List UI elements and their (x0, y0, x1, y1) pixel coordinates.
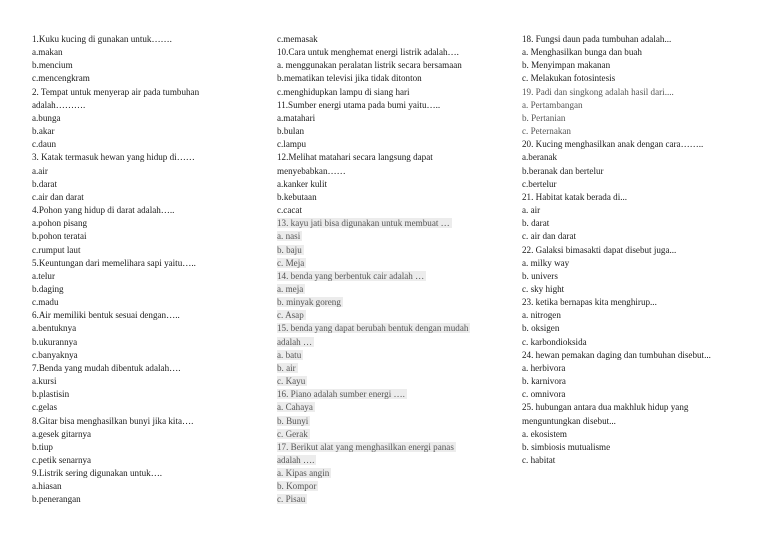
question-line (277, 336, 492, 349)
line-text: a. air (522, 205, 541, 216)
question-line (522, 375, 744, 388)
line-text: a.hiasan (32, 481, 62, 492)
question-line (522, 322, 744, 335)
line-text: 20. Kucing menghasilkan anak dengan cara…….. (522, 139, 704, 150)
question-line (277, 125, 492, 138)
question-line (522, 86, 744, 99)
line-text: a.bentuknya (32, 323, 77, 334)
line-text: b. Kompor (277, 481, 317, 492)
question-line (277, 296, 492, 309)
line-text: c. omnivora (522, 389, 566, 400)
question-line (522, 112, 744, 125)
line-text: adalah………. (32, 99, 86, 110)
line-text: b.plastisin (32, 389, 70, 400)
question-line (522, 296, 744, 309)
line-text: a.matahari (277, 112, 316, 123)
line-text: c.bertelur (522, 178, 557, 189)
question-line (32, 125, 247, 138)
question-line (32, 336, 247, 349)
question-line (32, 204, 247, 217)
line-text: 10.Cara untuk menghemat energi listrik adalah…. (277, 47, 459, 58)
question-line (522, 191, 744, 204)
line-text: c.air dan darat (32, 191, 84, 202)
line-text: c.mencengkram (32, 73, 90, 84)
question-line (277, 480, 492, 493)
question-line (522, 283, 744, 296)
question-line (522, 454, 744, 467)
question-line (277, 178, 492, 191)
line-text: menguntungkan disebut... (522, 415, 616, 426)
line-text: a.kursi (32, 376, 57, 387)
line-text: 11.Sumber energi utama pada bumi yaitu….. (277, 99, 441, 110)
question-line (522, 204, 744, 217)
question-line (277, 204, 492, 217)
line-text: b. oksigen (522, 323, 560, 334)
line-text: c.banyaknya (32, 349, 78, 360)
line-text: 18. Fungsi daun pada tumbuhan adalah... (522, 34, 672, 44)
line-text: a. herbivora (522, 362, 566, 373)
line-text: a.kanker kulit (277, 178, 327, 189)
line-text: 21. Habitat katak berada di... (522, 191, 628, 202)
question-line (32, 59, 247, 72)
question-line (277, 428, 492, 441)
question-line (32, 46, 247, 59)
line-text: a.air (32, 165, 48, 176)
question-line (32, 151, 247, 164)
line-text: c.petik senarnya (32, 455, 92, 465)
column-3 (522, 33, 744, 467)
question-line (277, 388, 492, 401)
line-text: 12.Melihat matahari secara langsung dapat (277, 152, 433, 163)
line-text: b.pohon teratai (32, 231, 87, 242)
question-line (277, 257, 492, 270)
line-text: a. meja (277, 283, 304, 294)
question-line (277, 441, 492, 454)
line-text: 25. hubungan antara dua makhluk hidup yang (522, 402, 689, 413)
question-line (277, 454, 492, 467)
question-line (32, 270, 247, 283)
question-line (277, 375, 492, 388)
question-line (32, 138, 247, 151)
question-line (32, 191, 247, 204)
line-text: 23. ketika bernapas kita menghirup... (522, 297, 657, 308)
line-text: a. batu (277, 349, 302, 360)
question-line (522, 309, 744, 322)
line-text: a.gesek gitarnya (32, 428, 92, 439)
line-text: a. ekosistem (522, 428, 567, 439)
line-text: c.gelas (32, 402, 57, 413)
question-line (522, 165, 744, 178)
question-line (522, 59, 744, 72)
question-line (32, 428, 247, 441)
question-line (277, 309, 492, 322)
question-line (522, 217, 744, 230)
line-text: b. karnivora (522, 376, 566, 387)
line-text: b.tiup (32, 441, 53, 452)
question-line (32, 415, 247, 428)
question-line (32, 178, 247, 191)
question-line (32, 72, 247, 85)
question-line (522, 151, 744, 164)
question-line (522, 349, 744, 362)
line-text: 7.Benda yang mudah dibentuk adalah…. (32, 362, 181, 373)
question-line (277, 99, 492, 112)
question-line (277, 401, 492, 414)
question-line (32, 375, 247, 388)
line-text: c. sky hight (522, 283, 565, 294)
question-line (32, 112, 247, 125)
question-line (277, 362, 492, 375)
line-text: 14. benda yang berbentuk cair adalah … (277, 270, 425, 281)
question-line (277, 217, 492, 230)
line-text: 15. benda yang dapat berubah bentuk dengan mudah (277, 323, 469, 334)
question-line (522, 138, 744, 151)
question-line (277, 86, 492, 99)
line-text: adalah …. (277, 455, 315, 465)
line-text: 19. Padi dan singkong adalah hasil dari.... (522, 86, 674, 97)
line-text: 6.Air memiliki bentuk sesuai dengan….. (32, 310, 180, 321)
line-text: b.kebutaan (277, 191, 317, 202)
line-text: b. baju (277, 244, 302, 255)
question-line (522, 99, 744, 112)
question-line (277, 138, 492, 151)
question-line (32, 441, 247, 454)
question-line (32, 86, 247, 99)
line-text: b. darat (522, 218, 550, 229)
line-text: a. nitrogen (522, 310, 561, 321)
line-text: c. Pisau (277, 494, 306, 505)
question-line (32, 309, 247, 322)
question-line (32, 99, 247, 112)
question-line (277, 270, 492, 283)
question-line (522, 178, 744, 191)
question-line (277, 349, 492, 362)
line-text: a.makan (32, 47, 63, 58)
line-text: 4.Pohon yang hidup di darat adalah….. (32, 205, 175, 216)
line-text: c. Asap (277, 310, 304, 321)
line-text: c.madu (32, 297, 59, 308)
question-line (522, 270, 744, 283)
question-line (277, 72, 492, 85)
question-line (522, 244, 744, 257)
question-line (277, 230, 492, 243)
line-text: b.penerangan (32, 494, 81, 505)
line-text: b. Pertanian (522, 112, 566, 123)
line-text: a.beranak (522, 152, 558, 163)
question-line (522, 230, 744, 243)
question-line (277, 283, 492, 296)
line-text: b.daging (32, 283, 64, 294)
question-line (522, 46, 744, 59)
column-2 (277, 33, 492, 507)
line-text: c.rumput laut (32, 244, 81, 255)
line-text: 22. Galaksi bimasakti dapat disebut juga... (522, 244, 677, 255)
question-line (277, 33, 492, 46)
question-line (522, 441, 744, 454)
line-text: b.mematikan televisi jika tidak ditonton (277, 73, 422, 84)
question-line (32, 217, 247, 230)
line-text: a. Menghasilkan bunga dan buah (522, 47, 642, 58)
line-text: a. Pertambangan (522, 99, 583, 110)
line-text: b. air (277, 362, 296, 373)
line-text: b.beranak dan bertelur (522, 165, 604, 176)
question-line (32, 388, 247, 401)
question-line (522, 72, 744, 85)
question-line (32, 33, 247, 46)
question-line (277, 59, 492, 72)
question-line (32, 230, 247, 243)
line-text: 16. Piano adalah sumber energi …. (277, 389, 405, 400)
question-line (522, 415, 744, 428)
line-text: a. Kipas angin (277, 468, 330, 479)
question-line (277, 165, 492, 178)
line-text: b. Bunyi (277, 415, 309, 426)
line-text: c. Gerak (277, 428, 308, 439)
question-line (522, 428, 744, 441)
line-text: c.cacat (277, 205, 302, 216)
line-text: menyebabkan…… (277, 165, 346, 176)
question-line (277, 493, 492, 506)
question-line (277, 46, 492, 59)
question-line (277, 415, 492, 428)
question-line (32, 467, 247, 480)
question-line (32, 322, 247, 335)
question-line (32, 454, 247, 467)
question-line (522, 33, 744, 46)
question-line (277, 151, 492, 164)
line-text: c. Kayu (277, 376, 306, 387)
line-text: 1.Kuku kucing di gunakan untuk……. (32, 34, 172, 44)
question-line (277, 322, 492, 335)
question-line (522, 388, 744, 401)
question-line (32, 480, 247, 493)
line-text: b. Menyimpan makanan (522, 60, 611, 71)
line-text: b.mencium (32, 60, 73, 71)
line-text: 2. Tempat untuk menyerap air pada tumbuhan (32, 86, 200, 97)
line-text: 5.Keuntungan dari memelihara sapi yaitu….. (32, 257, 196, 268)
question-line (277, 191, 492, 204)
line-text: c. habitat (522, 455, 556, 465)
line-text: a.telur (32, 270, 55, 281)
line-text: c. air dan darat (522, 231, 577, 242)
line-text: b.ukurannya (32, 336, 78, 347)
question-line (32, 165, 247, 178)
question-line (522, 362, 744, 375)
line-text: a.bunga (32, 112, 61, 123)
question-line (522, 401, 744, 414)
line-text: b.akar (32, 126, 55, 137)
line-text: a. nasi (277, 231, 301, 242)
question-line (32, 283, 247, 296)
line-text: b. univers (522, 270, 558, 281)
line-text: 9.Listrik sering digunakan untuk…. (32, 468, 163, 479)
question-line (277, 467, 492, 480)
line-text: adalah … (277, 336, 313, 347)
line-text: c.lampu (277, 139, 307, 150)
line-text: 13. kayu jati bisa digunakan untuk membuat … (277, 218, 450, 229)
line-text: 24. hewan pemakan daging dan tumbuhan disebut... (522, 349, 711, 360)
line-text: b.darat (32, 178, 57, 189)
line-text: 3. Katak termasuk hewan yang hidup di…… (32, 152, 195, 163)
question-line (32, 296, 247, 309)
line-text: c.menghidupkan lampu di siang hari (277, 86, 410, 97)
question-line (32, 362, 247, 375)
question-line (32, 257, 247, 270)
question-line (522, 336, 744, 349)
line-text: c.daun (32, 139, 56, 150)
line-text: b. simbiosis mutualisme (522, 441, 611, 452)
line-text: 17. Berikut alat yang menghasilkan energi panas (277, 441, 454, 452)
question-line (32, 244, 247, 257)
line-text: c.memasak (277, 34, 318, 44)
line-text: a. menggunakan peralatan listrik secara bersamaan (277, 60, 462, 71)
question-line (522, 125, 744, 138)
question-line (32, 349, 247, 362)
question-line (32, 401, 247, 414)
question-line (32, 493, 247, 506)
question-line (522, 257, 744, 270)
line-text: b. minyak goreng (277, 297, 341, 308)
column-1 (32, 33, 247, 507)
line-text: 8.Gitar bisa menghasilkan bunyi jika kita…. (32, 415, 194, 426)
line-text: c. Melakukan fotosintesis (522, 73, 616, 84)
line-text: c. Meja (277, 257, 305, 268)
line-text: a.pohon pisang (32, 218, 88, 229)
line-text: b.bulan (277, 126, 305, 137)
line-text: c. karbondioksida (522, 336, 587, 347)
line-text: a. Cahaya (277, 402, 313, 413)
question-line (277, 112, 492, 125)
line-text: a. milky way (522, 257, 570, 268)
question-line (277, 244, 492, 257)
line-text: c. Peternakan (522, 126, 571, 137)
